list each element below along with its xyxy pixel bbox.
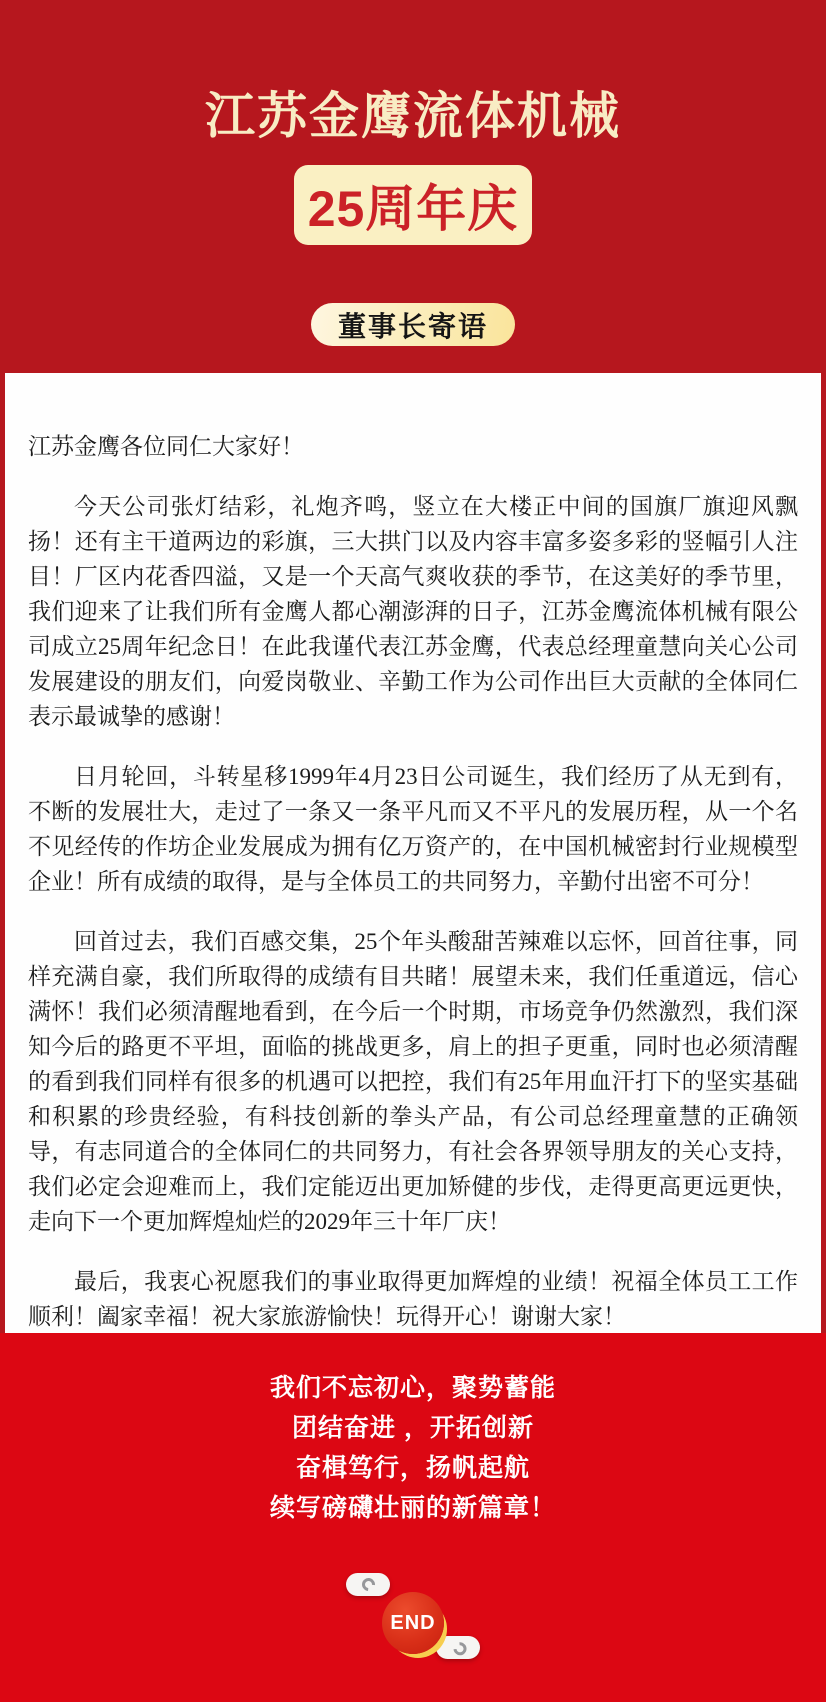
slogan-line: 我们不忘初心，聚势蓄能 [269, 1374, 556, 1402]
slogan-line: 奋楫笃行，扬帆起航 [295, 1454, 530, 1482]
footer [0, 1333, 826, 1702]
paragraph-greeting: 江苏金鹰各位同仁大家好！ [28, 434, 304, 459]
anniversary-badge [294, 165, 532, 245]
paragraph-celebration: 今天公司张灯结彩，礼炮齐鸣，竖立在大楼正中间的国旗厂旗迎风飘扬！还有主干道两边的彩旗，三大拱门以及内容丰富多姿多彩的竖幅引人注目！厂区内花香四溢，又是一个天高气爽收获的季节，在这美好的季节里，我们迎来了让我们所有金鹰人都心潮澎湃的日子，江苏金鹰流体机械有限公司成立25周年纪念日！在此我谨代表江苏金鹰，代表总经理童慧向关心公司发展建设的朋友们，向爱岗敬业、辛勤工作为公司作出巨大贡献的全体同仁表示最诚挚的感谢！ [28, 494, 798, 729]
chairman-message-label: 董事长寄语 [337, 310, 488, 342]
toggle-pill-icon [346, 1573, 390, 1596]
ring-icon [359, 1575, 377, 1593]
page-title: 江苏金鹰流体机械 [205, 88, 621, 144]
paragraph-outlook: 回首过去，我们百感交集，25个年头酸甜苦辣难以忘怀，回首往事，同样充满自豪，我们所取得的成绩有目共睹！展望未来，我们任重道远，信心满怀！我们必须清醒地看到，在今后一个时期，市场竞争仍然激烈，我们深知今后的路更不平坦，面临的挑战更多，肩上的担子更重，同时也必须清醒的看到我们同样有很多的机遇可以把控，我们有25年用血汗打下的坚实基础和积累的珍贵经验，有科技创新的拳头产品，有公司总经理童慧的正确领导，有志同道合的全体同仁的共同努力，有社会各界领导朋友的关心支持，我们必定会迎难而上，我们定能迈出更加矫健的步伐，走得更高更远更快，走向下一个更加辉煌灿烂的2029年三十年厂庆！ [28, 929, 798, 1234]
end-badge-label: END [390, 1611, 436, 1634]
slogan-line: 续写磅礴壮丽的新篇章！ [269, 1494, 556, 1522]
end-badge [382, 1592, 444, 1654]
toggle-pill-icon [436, 1636, 480, 1659]
ring-icon [450, 1640, 468, 1658]
slogan-line: 团结奋进 ，开拓创新 [292, 1414, 534, 1442]
header [0, 0, 826, 373]
paragraph-history: 日月轮回，斗转星移1999年4月23日公司诞生，我们经历了从无到有，不断的发展壮大，走过了一条又一条平凡而又不平凡的发展历程，从一个名不见经传的作坊企业发展成为拥有亿万资产的，在中国机械密封行业规模型企业！所有成绩的取得，是与全体员工的共同努力，辛勤付出密不可分！ [28, 764, 798, 894]
end-graphic [263, 1573, 563, 1668]
paragraph-closing-wishes: 最后，我衷心祝愿我们的事业取得更加辉煌的业绩！祝福全体员工工作顺利！阖家幸福！祝大家旅游愉快！玩得开心！谢谢大家！ [28, 1269, 798, 1329]
chairman-message-pill [311, 303, 515, 346]
anniversary-badge-label: 25周年庆 [307, 181, 519, 237]
article-body [0, 373, 826, 1333]
